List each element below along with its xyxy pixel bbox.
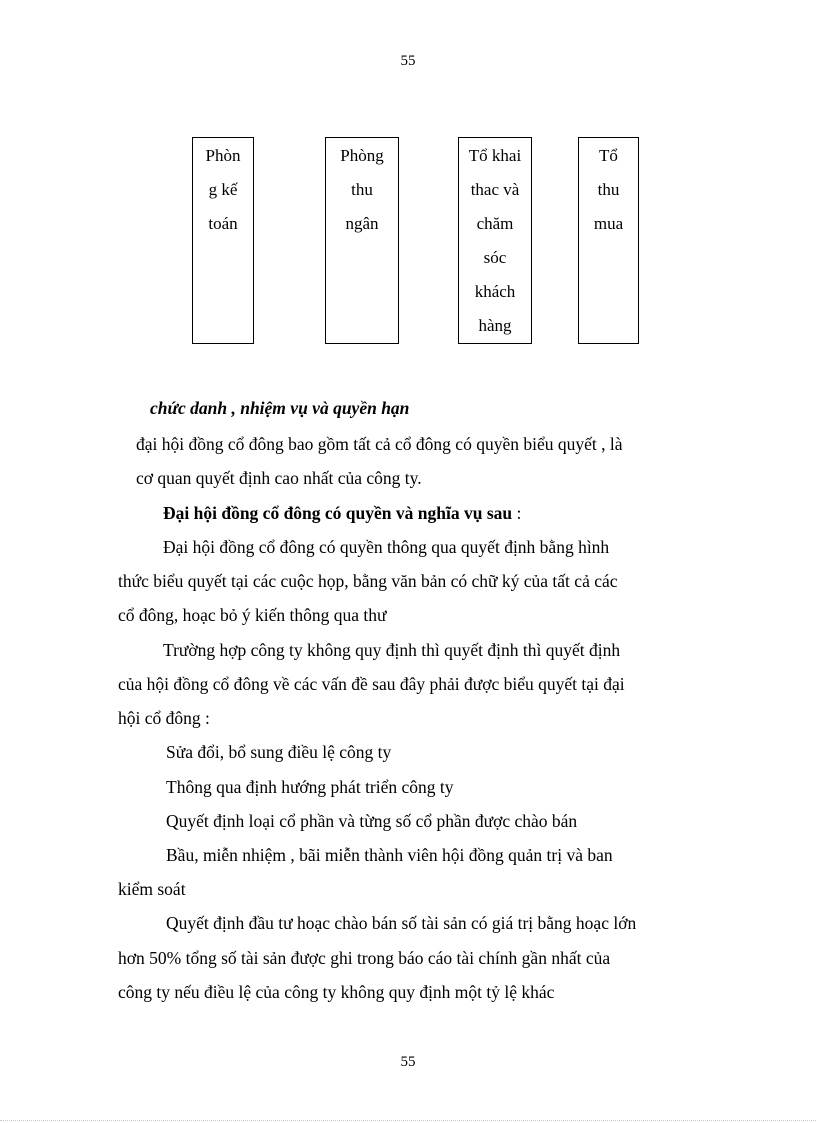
- org-box-line: mua: [593, 214, 624, 233]
- org-box-line: chăm: [476, 214, 514, 233]
- org-box-line: Tổ: [599, 146, 618, 165]
- org-box-line: g kế: [208, 180, 238, 199]
- paragraph-line: Đại hội đồng cổ đông có quyền thông qua quyết định bằng hình: [163, 537, 610, 557]
- list-item: Sửa đổi, bổ sung điều lệ công ty: [166, 742, 392, 762]
- paragraph-line: hội cổ đông :: [118, 708, 210, 728]
- org-box-line: thu: [351, 180, 373, 199]
- org-box-accounting: [192, 137, 254, 344]
- subheading: [163, 503, 521, 524]
- paragraph-line: Trường hợp công ty không quy định thì quyết định thì quyết định: [163, 640, 621, 660]
- section-heading: chức danh , nhiệm vụ và quyền hạn: [150, 398, 410, 418]
- org-box-line: sóc: [483, 248, 507, 267]
- list-item: Thông qua định hướng phát triển công ty: [166, 777, 454, 797]
- org-box-cashier: [325, 137, 399, 344]
- paragraph-line: của hội đồng cổ đông về các vấn đề sau đây phải được biểu quyết tại đại: [118, 674, 625, 694]
- page-bottom-divider: [0, 1120, 816, 1121]
- list-item: Quyết định loại cổ phần và từng số cổ phần được chào bán: [166, 811, 578, 831]
- paragraph-line: công ty nếu điều lệ của công ty không quy định một tỷ lệ khác: [118, 982, 555, 1002]
- paragraph-line: Quyết định đầu tư hoạc chào bán số tài sản có giá trị bằng hoạc lớn: [166, 913, 637, 933]
- paragraph-line: kiểm soát: [118, 879, 186, 899]
- subheading-bold: Đại hội đồng cổ đông có quyền và nghĩa vụ sau: [163, 503, 513, 523]
- org-box-line: thac và: [470, 180, 520, 199]
- page-number-bottom: 55: [400, 1054, 416, 1070]
- org-box-purchasing: [578, 137, 639, 344]
- org-box-line: khách: [474, 282, 516, 301]
- org-box-line: Phòn: [205, 146, 241, 165]
- org-box-line: toán: [208, 214, 238, 233]
- org-box-line: Phòng: [340, 146, 384, 165]
- list-item: Bầu, miễn nhiệm , bãi miễn thành viên hội đồng quản trị và ban: [166, 845, 613, 865]
- org-box-line: Tổ khai: [468, 146, 522, 165]
- paragraph-line: cổ đông, hoạc bỏ ý kiến thông qua thư: [118, 605, 387, 625]
- org-box-line: hàng: [478, 316, 512, 335]
- paragraph-line: cơ quan quyết định cao nhất của công ty.: [136, 468, 422, 488]
- subheading-suffix: :: [512, 503, 522, 523]
- org-box-line: thu: [597, 180, 620, 199]
- page-number-top: 55: [400, 53, 416, 69]
- paragraph-line: đại hội đồng cổ đông bao gồm tất cả cổ đông có quyền biểu quyết , là: [136, 434, 623, 454]
- paragraph-line: hơn 50% tổng số tài sản được ghi trong báo cáo tài chính gần nhất của: [118, 948, 611, 968]
- org-box-customer-care: [458, 137, 532, 344]
- org-box-line: ngân: [345, 214, 379, 233]
- paragraph-line: thức biểu quyết tại các cuộc họp, bằng văn bản có chữ ký của tất cả các: [118, 571, 618, 591]
